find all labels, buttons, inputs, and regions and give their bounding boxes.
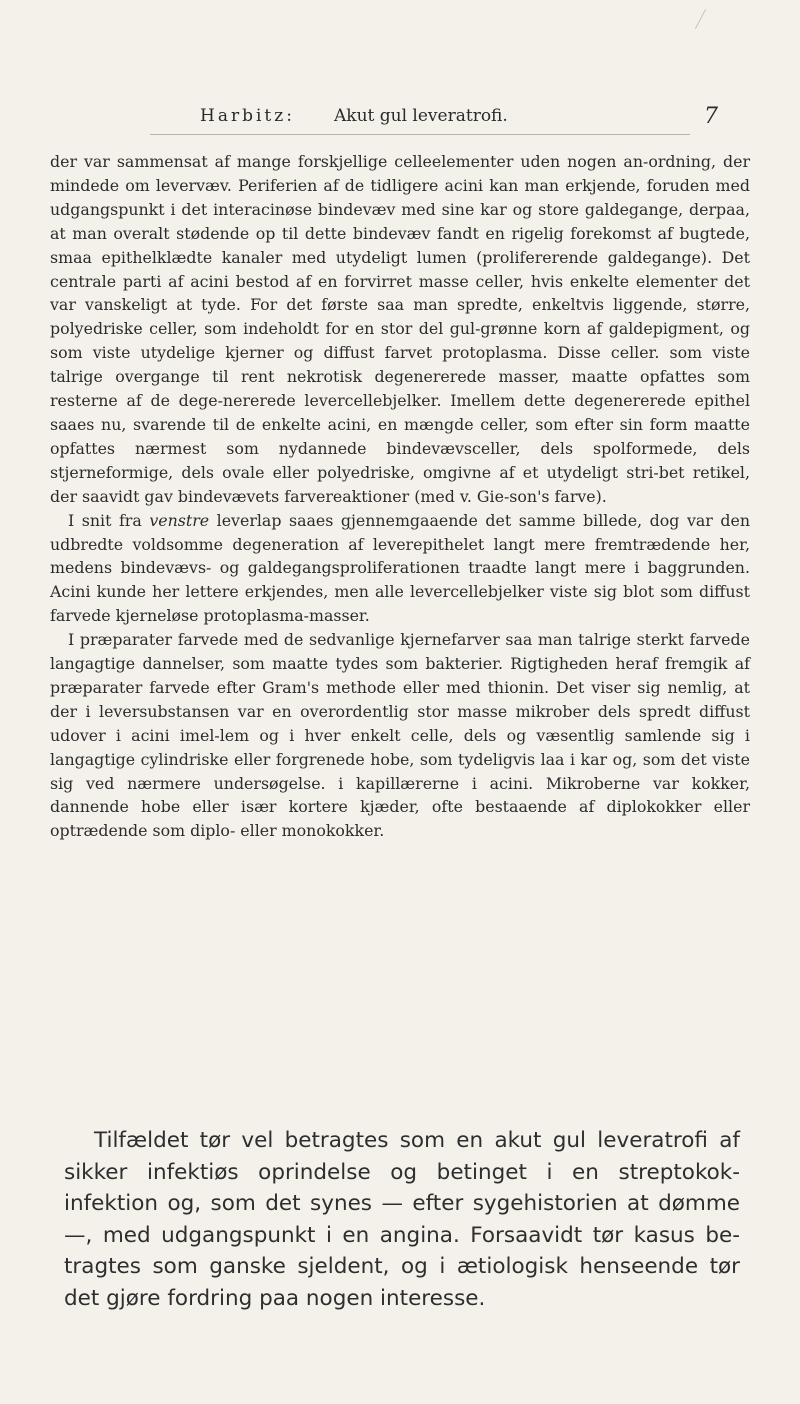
paragraph-2-prefix: I snit fra: [68, 510, 150, 530]
running-header: [200, 104, 730, 134]
conclusion-paragraph: Tilfældet tør vel betragtes som en akut gul leveratrofi af sikker infektiøs oprindelse og betinget i en streptokok-infektion og, som det synes — efter sygehistorien at dømme —, med udgangspunkt i en angina. Forsaavidt tør kasus be-tragtes som ganske sjeldent, og i ætiologisk henseende tør det gjøre fordring paa nogen interesse.: [64, 1128, 740, 1311]
header-author: Harbitz:: [200, 106, 295, 126]
paragraph-3: I præparater farvede med de sedvanlige kjernefarver saa man talrige sterkt farvede langagtige dannelser, som maatte tydes som bakterier. Rigtigheden heraf fremgik af præparater farvede efter Gram's methode eller med thionin. Det viser sig nemlig, at der i leversubstansen var en overordentlig stor masse mikrober dels spredt diffust udover i acini imel-lem og i hver enkelt celle, dels og væsentlig samlende sig i langagtige cylindriske eller forgrenede hobe, som tydeligvis laa i kar og, som det viste sig ved nærmere undersøgelse. i kapillærerne i acini. Mikroberne var kokker, dannende hobe eller især kortere kjæder, ofte bestaaende af diplokokker eller optrædende som diplo- eller monokokker.: [50, 630, 750, 841]
paragraph-2: [50, 509, 750, 629]
margin-mark: [695, 9, 706, 29]
page-number: 7: [704, 104, 718, 129]
header-rule: [150, 134, 690, 135]
body-text: [50, 150, 750, 843]
paragraph-1: der var sammensat af mange forskjellige celleelementer uden nogen an-ordning, der mindede om levervæv. Periferien af de tidligere acini kan man erkjende, foruden med udgangspunkt i det interacinøse bindevæv med sine kar og store galdegange, derpaa, at man overalt stødende op til dette bindevæv fandt en rigelig forekomst af bugtede, smaa epithelklædte kanaler med utydeligt lumen (prolifererende galdegange). Det centrale parti af acini bestod af en forvirret masse celler, hvis enkelte elementer det var vanskeligt at tyde. For det første saa man spredte, enkeltvis liggende, større, polyedriske celler, som indeholdt for en stor del gul-grønne korn af galdepigment, og som viste utydelige kjerner og diffust farvet protoplasma. Disse celler. som viste talrige overgange til rent nekrotisk degenererede masser, maatte opfattes som resterne af de dege-nererede levercellebjelker. Imellem dette degenererede epithel saaes nu, svarende til de enkelte acini, en mængde celler, som efter sin form maatte opfattes nærmest som nydannede bindevævsceller, dels spolformede, dels stjerneformige, dels ovale eller polyedriske, omgivne af et utydeligt stri-bet retikel, der saavidt gav bindevævets farvereaktioner (med v. Gie-son's farve).: [50, 152, 750, 506]
paragraph-2-rest: leverlap saaes gjennemgaaende det samme billede, dog var den udbredte voldsomme degeneration af leverepithelet langt mere fremtrædende her, medens bindevævs- og galdegangsproliferationen traadte langt mere i baggrunden. Acini kunde her lettere erkjendes, men alle levercellebjelker viste sig blot som diffust farvede kjerneløse protoplasma-masser.: [50, 510, 750, 626]
header-title: Akut gul leveratrofi.: [334, 106, 508, 126]
paragraph-2-emphasis: venstre: [149, 510, 210, 530]
